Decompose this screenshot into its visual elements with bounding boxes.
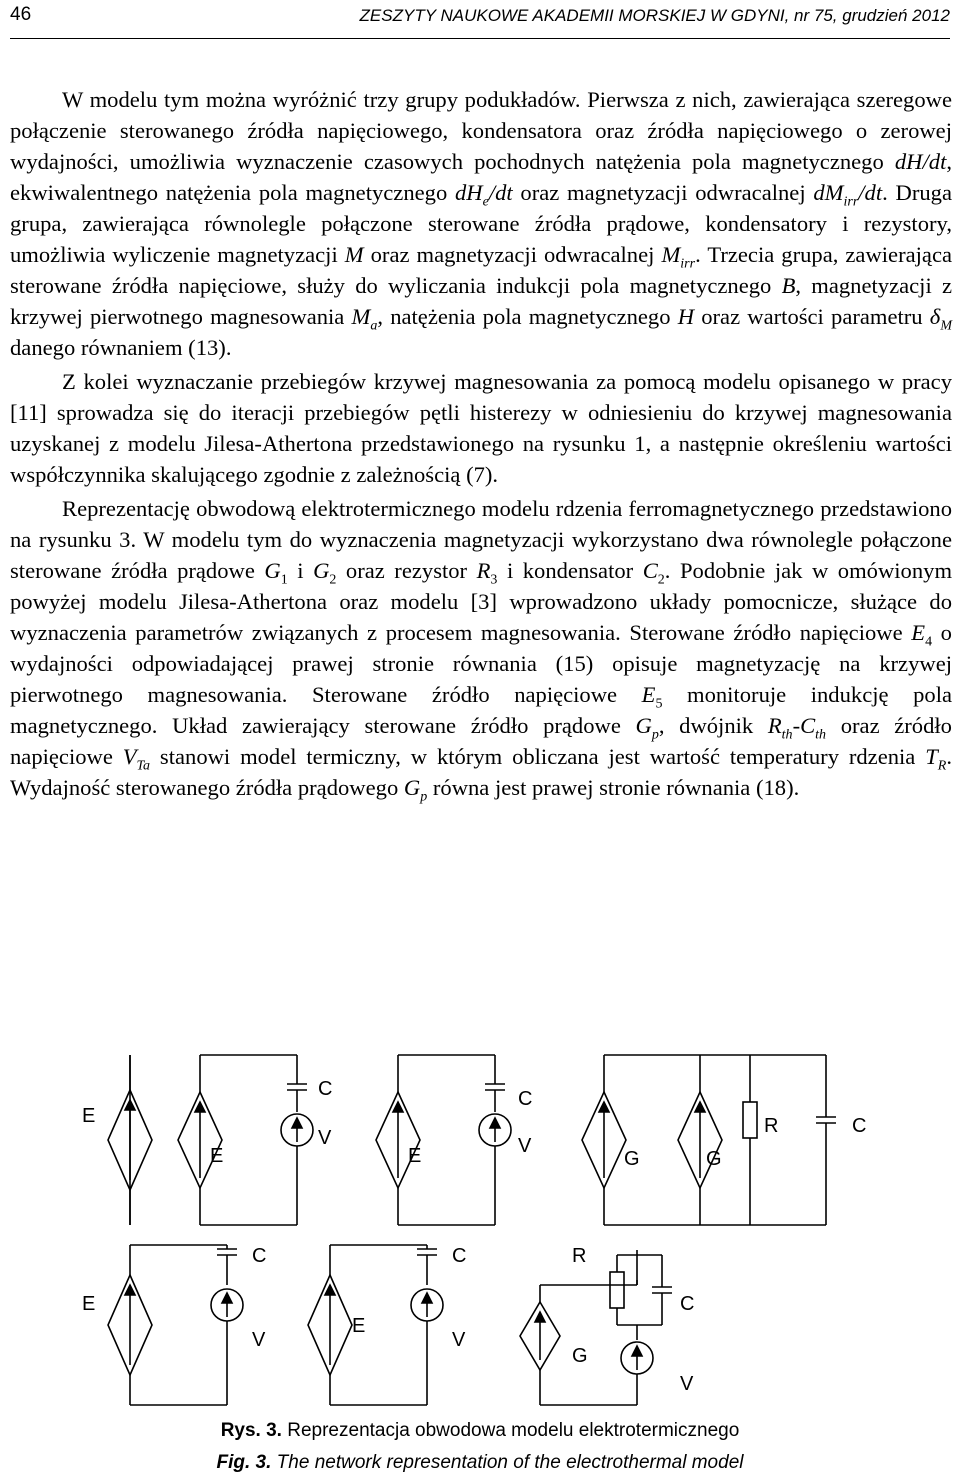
text-run: a [370,318,378,334]
text-run: irr [843,194,859,210]
caption-en-label: Fig. 3. [216,1452,272,1473]
arrow-head [222,1293,232,1303]
text-run: T [925,744,938,769]
text-run: e [482,194,489,210]
text-run: th [781,727,793,743]
text-run: V [122,744,137,769]
circuit-label-c3: C [852,1115,867,1137]
circuit-label-g2: G [706,1148,722,1170]
arrow-head [393,1102,403,1112]
text-run: , magnetyzacji z krzywej pierwotnego magnesowania [10,273,952,329]
text-run: p [651,727,659,743]
text-run: . Druga grupa, zawierająca równolegle połączone sterowane źródła prądowe, kondensatory i rezystory, umożliwia wyliczenie magnetyzacji [10,180,952,267]
circuit-figure [0,1040,960,1420]
circuit-label-e3: E [408,1145,422,1167]
text-run: irr [680,256,696,272]
circuit-label-c5: C [452,1245,467,1267]
text-run: M [351,304,371,329]
text-run: G [264,558,281,583]
text-run: C [642,558,658,583]
text-run: i [287,558,314,583]
text-run: dH [454,180,483,205]
arrow-head [325,1285,335,1295]
text-run: M [661,242,681,267]
text-run: . Wydajność sterowanego źródła prądowego [10,744,952,800]
journal-title: ZESZYTY NAUKOWE AKADEMII MORSKIEJ W GDYNI, nr 75, grudzień 2012 [359,6,950,25]
text-run: C [800,713,816,738]
page-header [10,0,950,39]
text-run: R [937,758,947,774]
arrow-head [125,1285,135,1295]
text-run: δ [929,304,941,329]
circuit-label-v4: V [452,1329,466,1351]
text-run: M [940,318,952,334]
text-run: G [313,558,330,583]
caption-pl-label: Rys. 3. [220,1420,282,1441]
text-run: 3 [490,572,498,588]
text-run: , natężenia pola magnetycznego [377,304,678,329]
text-run: /dt [858,180,883,205]
text-run: W modelu tym można wyróżnić trzy grupy podukładów. Pierwsza z nich, zawierająca szeregowe połączenie sterowanego źródła napięciowego, kondensatora oraz źródła napięciowego o zerowej wydajności, umożliwia wyznaczenie czasowych pochodnych natężenia pola magnetycznego [10,87,952,174]
text-run: , dwójnik [658,713,768,738]
paragraph-3 [10,493,952,803]
circuit-label-r1: R [764,1115,779,1137]
text-run: 2 [329,572,337,588]
circuit-label-e2: E [210,1145,224,1167]
text-run: G [635,713,652,738]
arrow-head [292,1118,302,1128]
circuit-label-v3: V [252,1329,266,1351]
text-run: Reprezentację obwodową elektrotermicznego modelu rdzenia ferromagnetycznego przedstawiono na rysunku 3. W modelu tym do wyznaczenia magnetyzacji wykorzystano dwa równolegle połączone sterowane źródła prądowe [10,496,952,583]
text-run: oraz magnetyzacji odwracalnej [363,242,662,267]
text-run: 5 [655,696,663,712]
arrow-head [422,1293,432,1303]
text-run: dM [813,180,844,205]
figure-caption-pl [0,1420,960,1442]
text-run: równa jest prawej stronie równania (18). [427,775,800,800]
circuit-label-g3: G [572,1345,588,1367]
text-run: R [476,558,491,583]
arrow-head [695,1102,705,1112]
text-run: 1 [280,572,288,588]
circuit-label-g1: G [624,1148,640,1170]
text-run: /dt [488,180,513,205]
text-run: stanowi model termiczny, w którym obliczana jest wartość temperatury rdzenia [150,744,926,769]
circuit-label-v5: V [680,1373,694,1395]
arrow-head [535,1312,545,1322]
figure-caption-en [0,1452,960,1474]
text-run: 4 [925,634,933,650]
text-run: - [792,713,801,738]
text-run: danego równaniem (13). [10,335,232,360]
circuit-label-v1: V [318,1127,332,1149]
text-run: . Podobnie jak w omówionym powyżej modelu Jilesa-Athertona oraz modelu [3] wprowadzono układy pomocnicze, służące do wyznaczenia parametrów związanych z procesem magnesowania. Sterowane źródło napięciowe [10,558,953,645]
paragraph-2 [10,366,952,490]
text-run: Ta [136,758,151,774]
text-run: R [767,713,782,738]
circuit-label-c4: C [252,1245,267,1267]
text-run: o wydajności odpowiadającej prawej stronie równania (15) opisuje magnetyzację na krzywej pierwotnego magnesowania. Sterowane źródło napięciowe [10,620,952,707]
text-run: th [815,727,827,743]
circuit-label-c2: C [518,1088,533,1110]
text-run: oraz wartości parametru [694,304,930,329]
text-run: Z kolei wyznaczanie przebiegów krzywej magnesowania za pomocą modelu opisanego w pracy [11] sprowadza się do iteracji przebiegów pętli histerezy w odniesieniu do krzywej magnesowania uzyskanej z modelu Jilesa-Athertona przedstawionego na rysunku 1, a następnie określeniu wartości współczynnika skalującego zgodnie z zależnością (7). [10,369,952,487]
text-run: , ekwiwalentnego natężenia pola magnetycznego [10,149,952,205]
arrow-head [599,1102,609,1112]
circuit-label-c6: C [680,1293,695,1315]
circuit-label-r2: R [572,1245,587,1267]
text-run: 2 [657,572,665,588]
arrow-head [632,1346,642,1356]
page-number: 46 [10,4,32,25]
circuit-label-v2: V [518,1135,532,1157]
circuit-label-e4: E [82,1293,96,1315]
caption-pl-text: Reprezentacja obwodowa modelu elektrotermicznego [281,1420,740,1441]
text-run: dH/dt [894,149,947,174]
circuit-label-e1: E [82,1105,96,1127]
circuit-label-c1: C [318,1078,333,1100]
text-run: H [677,304,695,329]
arrow-head [125,1100,135,1110]
text-run: M [344,242,364,267]
text-run: oraz źródło napięciowe [10,713,952,769]
body-text [10,84,952,806]
text-run: E [911,620,926,645]
paragraph-1 [10,84,952,363]
caption-en-text: The network representation of the electrothermal model [271,1452,744,1473]
circuit-label-e5: E [352,1315,366,1337]
text-run: p [420,789,428,805]
resistor [610,1272,624,1308]
arrow-head [195,1102,205,1112]
text-run: oraz magnetyzacji odwracalnej [512,180,814,205]
text-run: G [403,775,421,800]
text-run: E [641,682,656,707]
text-run: oraz rezystor [336,558,477,583]
arrow-head [490,1118,500,1128]
text-run: monitoruje indukcję pola magnetycznego. Układ zawierający sterowane źródło prądowe [10,682,952,738]
text-run: i kondensator [497,558,643,583]
text-run: B [781,273,796,298]
resistor [743,1102,757,1138]
text-run: . Trzecia grupa, zawierająca sterowane źródła napięciowe, służy do wyliczania indukcji pola magnetycznego [10,242,952,298]
